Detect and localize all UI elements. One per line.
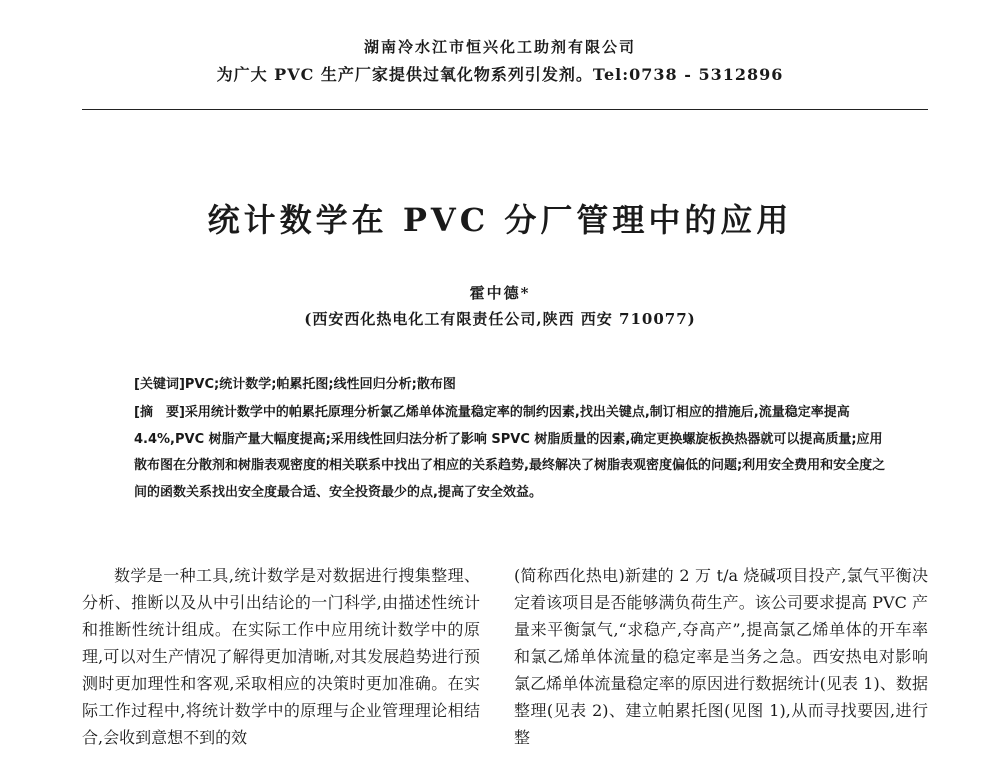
abstract [134, 400, 894, 506]
keywords [134, 373, 894, 392]
article-affiliation: (西安西化热电化工有限责任公司,陕西 西安 710077) [304, 310, 696, 328]
keywords-label: [关键词] [134, 377, 185, 392]
header-company: 湖南冷水江市恒兴化工助剂有限公司 [363, 38, 636, 56]
header-ad: 为广大 PVC 生产厂家提供过氧化物系列引发剂。Tel:0738 - 5312896 [216, 65, 784, 84]
article-title: 统计数学在 PVC 分厂管理中的应用 [207, 201, 793, 239]
header-rule [82, 109, 928, 110]
abstract-text: 采用统计数学中的帕累托原理分析氯乙烯单体流量稳定率的制约因素,找出关键点,制订相应的措施后,流量稳定率提高 4.4%,PVC 树脂产量大幅度提高;采用线性回归法分析了影响 SPVC 树脂质量的因素,确定更换螺旋板换热器就可以提高质量;应用散布图在分散剂和树脂表观密度的相关联系中找出了相应的关系趋势,最终解决了树脂表观密度偏低的问题;利用安全费用和安全度之间的函数关系找出安全度最合适、安全投资最少的点,提高了安全效益。 [134, 405, 886, 500]
keywords-text: PVC;统计数学;帕累托图;线性回归分析;散布图 [184, 377, 456, 392]
body-right-column: (简称西化热电)新建的 2 万 t/a 烧碱项目投产,氯气平衡决定着该项目是否能够满负荷生产。该公司要求提高 PVC 产量来平衡氯气,“求稳产,夺高产”,提高氯乙烯单体的开车率和氯乙烯单体流量的稳定率是当务之急。西安热电对影响氯乙烯单体流量稳定率的原因进行数据统计(见表 1)、数据整理(见表 2)、建立帕累托图(见图 1),从而寻找要因,进行整 [514, 566, 928, 747]
abstract-label: [摘 要] [134, 405, 185, 420]
article-author: 霍中德* [469, 284, 531, 302]
body-left-column: 数学是一种工具,统计数学是对数据进行搜集整理、分析、推断以及从中引出结论的一门科学,由描述性统计和推断性统计组成。在实际工作中应用统计数学中的原理,可以对生产情况了解得更加清晰,对其发展趋势进行预测时更加理性和客观,采取相应的决策时更加准确。在实际工作过程中,将统计数学中的原理与企业管理理论相结合,会收到意想不到的效 [82, 566, 480, 747]
